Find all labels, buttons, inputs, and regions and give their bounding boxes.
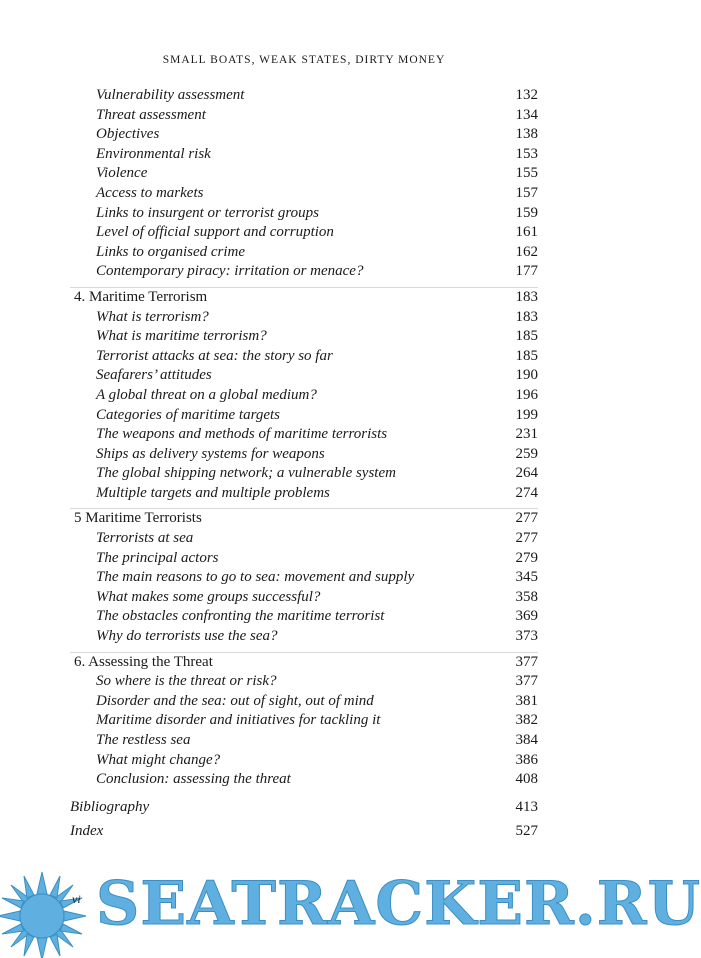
toc-entry-title: Seafarers’ attitudes [96, 367, 212, 384]
toc-entry-title: The main reasons to go to sea: movement and supply [96, 569, 415, 586]
toc-entry-title: What might change? [96, 751, 221, 768]
toc-entry-page: 161 [515, 224, 538, 241]
toc-entry-page: 369 [515, 608, 538, 625]
toc-entry-title: Maritime disorder and initiatives for tackling it [96, 712, 381, 729]
toc-entry-title: Contemporary piracy: irritation or menace? [96, 263, 364, 280]
toc-entry-title: A global threat on a global medium? [96, 386, 317, 403]
toc-entry-title: The principal actors [96, 549, 219, 566]
toc-entry-title: Terrorist attacks at sea: the story so far [96, 347, 333, 364]
toc-entry-title: Threat assessment [96, 106, 206, 123]
toc-section-row [70, 106, 538, 126]
toc-section-row [70, 711, 538, 731]
toc-entry-page: 177 [515, 263, 538, 280]
toc-entry-title: Access to markets [96, 184, 204, 201]
toc-section-row [70, 223, 538, 243]
toc-entry-page: 153 [515, 145, 538, 162]
toc-section-row [70, 627, 538, 647]
watermark-text: SEATRACKER.RU [96, 869, 701, 939]
toc-entry-title: Links to organised crime [96, 243, 246, 260]
toc-entry-title: Index [70, 823, 104, 840]
toc-section-row [70, 386, 538, 406]
toc-section-row [70, 184, 538, 204]
toc-entry-page: 132 [515, 87, 538, 103]
toc-entry-page: 264 [515, 465, 538, 482]
toc-entry-title: Disorder and the sea: out of sight, out of mind [96, 692, 374, 709]
toc-entry-title: Objectives [96, 126, 160, 143]
toc-entry-page: 373 [515, 628, 538, 645]
toc-entry-title: What is maritime terrorism? [96, 328, 267, 345]
toc-section-row [70, 262, 538, 282]
toc-entry-title: Links to insurgent or terrorist groups [96, 204, 319, 221]
toc-entry-page: 134 [515, 106, 538, 123]
toc-entry-page: 386 [515, 751, 538, 768]
toc-section-row [70, 568, 538, 588]
toc-entry-title: Conclusion: assessing the threat [96, 771, 291, 788]
toc-entry-page: 138 [515, 126, 538, 143]
table-of-contents [70, 86, 538, 842]
toc-entry-page: 277 [515, 530, 538, 547]
toc-section-row [70, 406, 538, 426]
toc-entry-title: Vulnerability assessment [96, 87, 245, 103]
toc-chapter-row [70, 652, 538, 673]
toc-section-row [70, 327, 538, 347]
toc-section-row [70, 464, 538, 484]
toc-chapter-row [70, 508, 538, 529]
toc-entry-page: 277 [515, 510, 538, 527]
toc-section-row [70, 145, 538, 165]
toc-entry-page: 377 [515, 653, 538, 670]
toc-section-row [70, 347, 538, 367]
toc-entry-title: Categories of maritime targets [96, 406, 281, 423]
toc-entry-page: 384 [515, 732, 538, 748]
toc-entry-title: 6. Assessing the Threat [74, 653, 213, 670]
toc-section-row [70, 445, 538, 465]
toc-section-row [70, 770, 538, 790]
toc-chapter-row [70, 287, 538, 308]
toc-entry-page: 183 [515, 308, 538, 325]
toc-section-row [70, 549, 538, 569]
toc-entry-page: 196 [515, 386, 538, 403]
toc-section-row [70, 731, 538, 751]
toc-entry-page: 185 [515, 347, 538, 364]
toc-section-row [70, 529, 538, 549]
toc-entry-page: 377 [515, 673, 538, 690]
toc-section-row [70, 243, 538, 263]
toc-entry-page: 183 [515, 288, 538, 305]
toc-entry-page: 155 [515, 165, 538, 182]
toc-section-row [70, 308, 538, 328]
toc-entry-page: 382 [515, 712, 538, 729]
toc-entry-page: 358 [515, 588, 538, 605]
toc-entry-title: Terrorists at sea [96, 530, 194, 547]
toc-entry-title: 5 Maritime Terrorists [74, 510, 202, 527]
toc-backmatter-row [70, 798, 538, 818]
toc-section-row [70, 751, 538, 771]
toc-entry-page: 408 [515, 771, 538, 788]
toc-entry-title: The global shipping network; a vulnerable system [96, 465, 396, 482]
toc-section-row [70, 607, 538, 627]
toc-entry-page: 527 [515, 823, 538, 840]
toc-entry-title: Why do terrorists use the sea? [96, 628, 278, 645]
running-head: SMALL BOATS, WEAK STATES, DIRTY MONEY [162, 54, 446, 66]
toc-entry-page: 190 [515, 367, 538, 384]
toc-section-row [70, 588, 538, 608]
page-footer [0, 858, 701, 952]
toc-entry-page: 279 [515, 549, 538, 566]
toc-backmatter-row [70, 822, 538, 842]
toc-entry-page: 162 [515, 243, 538, 260]
toc-section-row [70, 125, 538, 145]
toc-entry-title: What is terrorism? [96, 308, 209, 325]
toc-entry-page: 199 [515, 406, 538, 423]
toc-entry-page: 345 [515, 569, 538, 586]
toc-entry-page: 259 [515, 445, 538, 462]
toc-section-row [70, 484, 538, 504]
toc-entry-title: Violence [96, 165, 148, 182]
toc-entry-title: Level of official support and corruption [96, 224, 334, 241]
toc-section-row [70, 86, 538, 106]
toc-entry-page: 185 [515, 328, 538, 345]
toc-section-row [70, 164, 538, 184]
toc-section-row [70, 204, 538, 224]
toc-entry-title: Ships as delivery systems for weapons [96, 445, 325, 462]
sun-logo-icon [0, 868, 90, 958]
toc-entry-title: The restless sea [96, 732, 191, 748]
toc-section-row [70, 425, 538, 445]
toc-section-row [70, 366, 538, 386]
toc-entry-page: 274 [515, 484, 538, 501]
toc-entry-title: Environmental risk [96, 145, 211, 162]
toc-entry-title: The weapons and methods of maritime terrorists [96, 426, 388, 443]
toc-entry-title: Multiple targets and multiple problems [96, 484, 330, 501]
page-folio: vi [72, 892, 81, 906]
toc-entry-title: The obstacles confronting the maritime terrorist [96, 608, 385, 625]
toc-section-row [70, 692, 538, 712]
toc-entry-title: So where is the threat or risk? [96, 673, 277, 690]
toc-entry-title: What makes some groups successful? [96, 588, 321, 605]
toc-entry-title: 4. Maritime Terrorism [74, 288, 208, 305]
toc-entry-page: 413 [515, 798, 538, 815]
toc-section-row [70, 672, 538, 692]
toc-entry-page: 159 [515, 204, 538, 221]
toc-entry-page: 381 [515, 692, 538, 709]
toc-entry-page: 231 [515, 426, 538, 443]
toc-entry-page: 157 [515, 184, 538, 201]
toc-entry-title: Bibliography [70, 798, 150, 815]
